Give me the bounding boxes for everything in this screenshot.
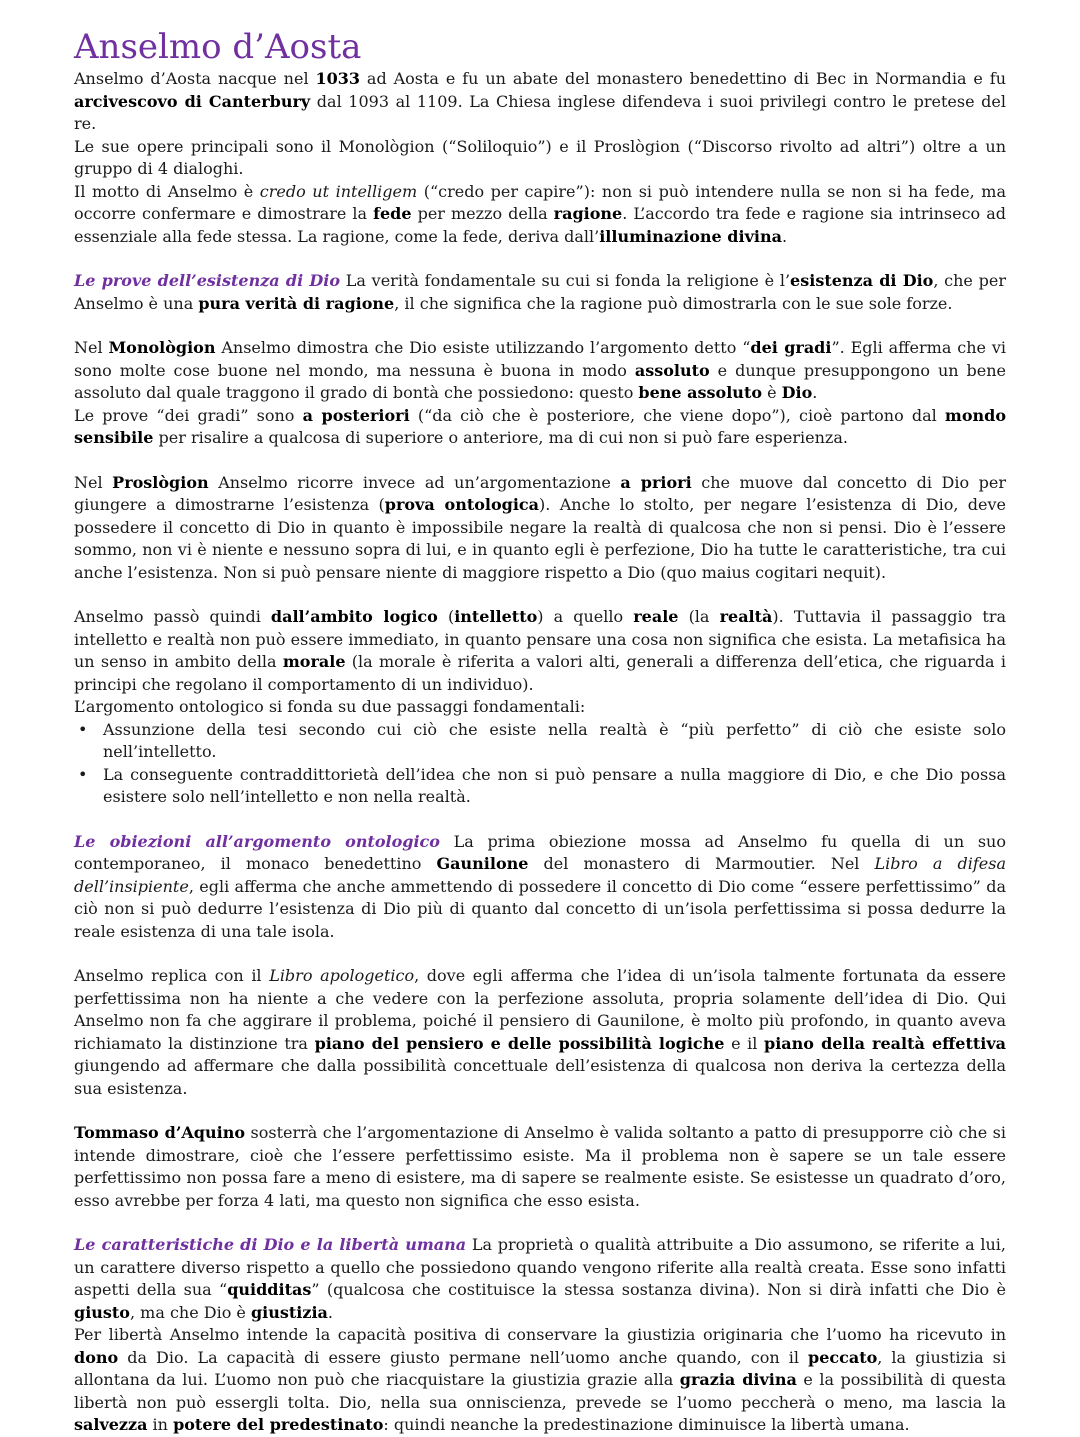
text-run: che muove dal concetto di Dio per giungere a dimostrarne l’esistenza ( — [74, 472, 1007, 514]
bold-term: Tommaso d’Aquino — [74, 1123, 246, 1142]
text-run: , il che significa che la ragione può dimostrarla con le sue sole forze. — [394, 293, 953, 313]
bold-term: intelletto — [454, 607, 538, 626]
paragraph-spacer — [74, 943, 1006, 965]
bold-term: piano della realtà effettiva — [764, 1033, 1006, 1053]
text-run: , la giustizia si allontana da lui. L’uomo non può che riacquistare la giustizia grazie alla — [74, 1347, 1006, 1389]
text-run: (la morale è riferita a valori alti, generali a differenza dell’etica, che riguarda i principi che regolano il comportamento di un individuo). — [74, 652, 1006, 694]
text-run: ( — [437, 607, 455, 626]
paragraph-passaggio-2 — [74, 696, 1006, 719]
text-run: . — [781, 226, 788, 246]
bold-term: fede — [373, 204, 412, 223]
bold-term: dall’ambito logico — [270, 607, 438, 626]
text-run: Nel — [74, 472, 113, 492]
paragraph-spacer — [74, 1100, 1006, 1122]
text-run: Nel — [74, 338, 109, 357]
text-run: sosterrà che l’argomentazione di Anselmo è valida soltanto a patto di presupporre ciò che si intende dimostrare, cioè che l’essere perfettissimo esiste. Ma il problema non è sapere se un tale essere perfettissimo non possa fare a meno di esistere, ma di sapere se realmente esiste. Se esistesse un quadrato d’oro, esso avrebbe per forza 4 lati, ma questo non significa che esso esista. — [74, 1123, 1007, 1210]
bold-term: Dio — [781, 383, 813, 402]
text-run: per mezzo della — [411, 204, 554, 223]
bold-term: esistenza di Dio — [790, 271, 934, 290]
bold-term: a posteriori — [302, 405, 410, 425]
bold-term: piano del pensiero e delle possibilità logiche — [314, 1033, 725, 1053]
text-run: in — [147, 1415, 174, 1434]
bold-term: morale — [282, 652, 346, 671]
bold-term: Monològion — [108, 338, 216, 357]
italic-term: credo ut intelligem — [259, 181, 418, 201]
text-run: Per libertà Anselmo intende la capacità positiva di conservare la giustizia originaria che l’uomo ha ricevuto in — [74, 1325, 1006, 1344]
text-run: . — [812, 383, 818, 402]
paragraph-spacer — [74, 809, 1006, 831]
bold-term: bene assoluto — [638, 383, 762, 402]
text-run: Anselmo replica con il — [74, 966, 270, 985]
text-run: e dunque presuppongono un bene assoluto dal quale traggono il grado di bontà che possiedono: questo — [74, 360, 1007, 402]
bullet-text: La conseguente contraddittorietà dell’idea che non si può pensare a nulla maggiore di Dio, e che Dio possa esistere solo nell’intelletto e non nella realtà. — [103, 764, 1006, 806]
bold-term: giustizia — [250, 1302, 328, 1322]
paragraph-caratteristiche-1 — [74, 1234, 1006, 1324]
bold-term: ragione — [553, 204, 623, 223]
section-heading: Le prove dell’esistenza di Dio — [74, 271, 341, 290]
text-run: L’argomento ontologico si fonda su due passaggi fondamentali: — [74, 697, 586, 716]
text-run: . — [327, 1302, 333, 1322]
bold-term: mondo sensibile — [74, 405, 1007, 447]
paragraph-prove-1 — [74, 270, 1006, 315]
paragraph-passaggio-1 — [74, 606, 1006, 696]
section-heading: Le obiezioni all’argomento ontologico — [74, 831, 440, 851]
bold-term: dei gradi — [750, 338, 832, 357]
bold-term: giusto — [74, 1302, 130, 1322]
text-run: per risalire a qualcosa di superiore o anteriore, ma di cui non si può fare esperienza. — [153, 428, 848, 447]
bold-term: a priori — [620, 472, 692, 492]
text-run: Anselmo ricorre invece ad un’argomentazione — [208, 472, 621, 492]
text-run: e la possibilità di questa libertà non può essergli tolta. Dio, nella sua onniscienza, prevede se l’uomo peccherà o meno, ma lascia la — [74, 1370, 1006, 1412]
bold-term: Proslògion — [112, 472, 209, 492]
paragraph-spacer — [74, 315, 1006, 337]
bold-term: salvezza — [74, 1415, 148, 1434]
paragraph-monologion-2 — [74, 405, 1006, 450]
bold-term: assoluto — [634, 360, 710, 380]
italic-term: Libro a difesa dell’insipiente — [74, 854, 1006, 896]
text-run: ”. Egli afferma che vi sono molte cose buone nel mondo, ma nessuna è buona in modo — [74, 338, 1007, 380]
text-run: Le sue opere principali sono il Monològion (“Soliloquio”) e il Proslògion (“Discorso rivolto ad altri”) oltre a un gruppo di 4 dialoghi. — [74, 136, 1006, 178]
text-run: Il motto di Anselmo è — [74, 181, 260, 201]
text-run: : quindi neanche la predestinazione diminuisce la libertà umana. — [383, 1415, 910, 1434]
text-run: dal 1093 al 1109. La Chiesa inglese difendeva i suoi privilegi contro le pretese del re. — [74, 91, 1007, 133]
paragraph-tommaso-1 — [74, 1122, 1006, 1212]
paragraph-monologion-1 — [74, 337, 1006, 405]
text-run: è — [762, 383, 782, 402]
bullet-item — [74, 719, 1006, 764]
paragraph-proslogion-1 — [74, 472, 1006, 585]
text-run: (“credo per capire”): non si può intendere nulla se non si ha fede, ma occorre confermare e dimostrare la — [74, 181, 1007, 223]
text-run: La verità fondamentale su cui si fonda la religione è l’ — [340, 271, 791, 290]
paragraph-intro-1 — [74, 68, 1006, 136]
text-run: Anselmo d’Aosta nacque nel — [74, 69, 316, 88]
text-run: da Dio. La capacità di essere giusto permane nell’uomo anche quando, con il — [118, 1347, 808, 1367]
text-run: La proprietà o qualità attribuite a Dio assumono, se riferite a lui, un carattere diverso rispetto a quello che possiedono quando vengono riferite alla realtà creata. Esse sono infatti aspetti della sua “ — [74, 1235, 1007, 1299]
bold-term: peccato — [808, 1347, 878, 1367]
bullet-list — [74, 719, 1006, 809]
text-run: ). Anche lo stolto, per negare l’esistenza di Dio, deve possedere il concetto di Dio in quanto è impossibile negare la realtà di qualcosa che non si pensi. Dio è l’essere sommo, non vi è niente e nessuno sopra di lui, e in quanto egli è perfezione, Dio ha tutte le caratteristiche, tra cui anche l’esistenza. Non si può pensare niente di maggiore rispetto a Dio (quo maius cogitari nequit). — [74, 495, 1007, 582]
bold-term: illuminazione divina — [599, 226, 782, 246]
page-title: Anselmo d’Aosta — [74, 27, 362, 67]
text-run: Anselmo passò quindi — [74, 607, 271, 626]
bold-term: grazia divina — [679, 1370, 797, 1389]
paragraph-spacer — [74, 584, 1006, 606]
paragraph-replica-1 — [74, 965, 1006, 1100]
paragraph-obiezioni-1 — [74, 831, 1006, 944]
bold-term: reale — [633, 607, 679, 626]
bold-term: potere del predestinato — [173, 1415, 384, 1434]
text-run: ). Tuttavia il passaggio tra intelletto e realtà non può essere immediato, in quanto pensare una cosa non significa che esista. La metafisica ha un senso in ambito della — [74, 607, 1007, 671]
text-run: (la — [678, 607, 720, 626]
text-run: , ma che Dio è — [129, 1302, 251, 1322]
text-run: ” (qualcosa che costituisce la stessa sostanza divina). Non si dirà infatti che Dio è — [311, 1280, 1006, 1299]
document-body-part1 — [74, 68, 1006, 719]
text-run: La prima obiezione mossa ad Anselmo fu quella di un suo contemporaneo, il monaco benedettino — [74, 831, 1006, 873]
paragraph-intro-2 — [74, 136, 1006, 181]
text-run: del monastero di Marmoutier. Nel — [528, 854, 875, 873]
paragraph-liberta-1 — [74, 1324, 1006, 1437]
bullet-icon: • — [78, 764, 88, 784]
bold-term: 1033 — [315, 69, 360, 88]
bold-term: pura verità di ragione — [198, 293, 395, 313]
bold-term: arcivescovo di Canterbury — [74, 91, 311, 111]
text-run: (“da ciò che è posteriore, che viene dopo”), cioè partono dal — [409, 405, 945, 425]
bold-term: dono — [74, 1347, 119, 1367]
paragraph-spacer — [74, 450, 1006, 472]
bullet-icon: • — [78, 719, 88, 739]
bold-term: prova ontologica — [384, 495, 540, 514]
text-run: ad Aosta e fu un abate del monastero benedettino di Bec in Normandia e fu — [360, 69, 1006, 88]
text-run: , egli afferma che anche ammettendo di possedere il concetto di Dio come “essere perfettissimo” da ciò non si può dedurre l’esistenza di Dio più di quanto dal concetto di un’isola perfettissima si possa dedurre la reale esistenza di una tale isola. — [74, 876, 1006, 941]
italic-term: Libro apologetico — [269, 966, 415, 985]
section-heading: Le caratteristiche di Dio e la libertà umana — [74, 1235, 467, 1254]
text-run: Anselmo dimostra che Dio esiste utilizzando l’argomento detto “ — [215, 338, 751, 357]
paragraph-intro-3 — [74, 181, 1006, 249]
text-run: , dove egli afferma che l’idea di un’isola talmente fortunata da essere perfettissima non ha niente a che vedere con la perfezione assoluta, propria solamente dell’idea di Dio. Qui Anselmo non fa che aggirare il problema, poiché il pensiero di Gaunilone, è molto più profondo, in quanto aveva richiamato la distinzione tra — [74, 966, 1006, 1053]
paragraph-spacer — [74, 1212, 1006, 1234]
bold-term: realtà — [719, 607, 773, 626]
text-run: . L’accordo tra fede e ragione sia intrinseco ad essenziale alla fede stessa. La ragione, come la fede, deriva dall’ — [74, 204, 1007, 246]
text-run: ) a quello — [537, 607, 634, 626]
text-run: e il — [724, 1033, 765, 1053]
bold-term: Gaunilone — [436, 854, 529, 873]
text-run: , che per Anselmo è una — [74, 271, 1006, 313]
bullet-item — [74, 764, 1006, 809]
bold-term: quidditas — [227, 1280, 312, 1299]
document-body-part2 — [74, 809, 1006, 1437]
paragraph-spacer — [74, 248, 1006, 270]
bullet-text: Assunzione della tesi secondo cui ciò che esiste nella realtà è “più perfetto” di ciò che esiste solo nell’intelletto. — [103, 719, 1006, 761]
text-run: giungendo ad affermare che dalla possibilità concettuale dell’esistenza di qualcosa non deriva la certezza della sua esistenza. — [74, 1056, 1006, 1098]
text-run: Le prove “dei gradi” sono — [74, 405, 303, 425]
